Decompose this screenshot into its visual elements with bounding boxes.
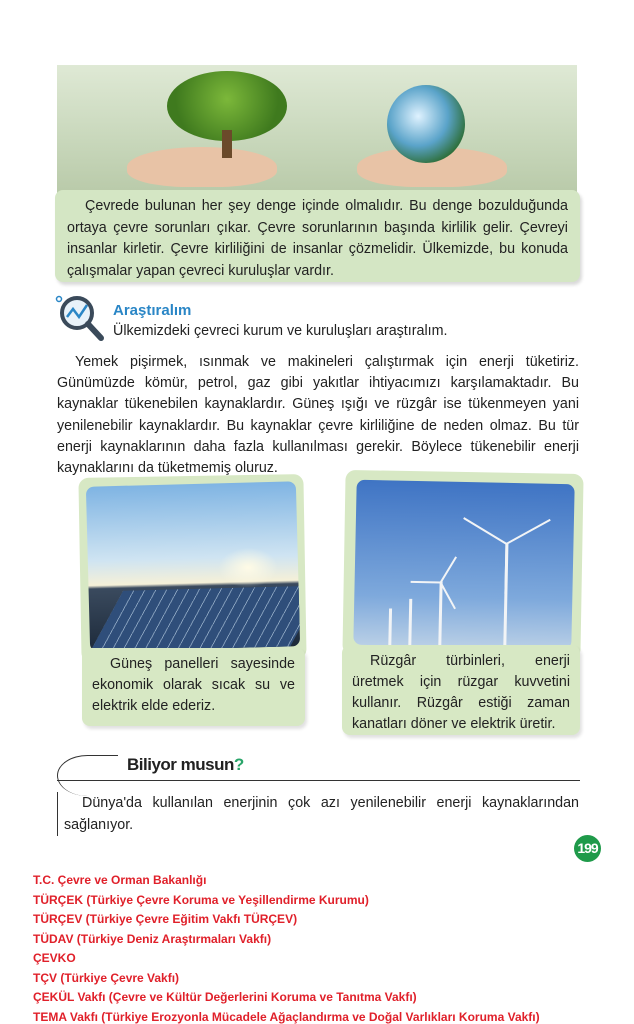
organization-item: ÇEVKO	[33, 951, 76, 965]
turbine	[388, 608, 392, 645]
solar-panels	[90, 586, 300, 652]
turbine-blade	[506, 519, 551, 545]
intro-text-box: Çevrede bulunan her şey denge içinde olmalıdır. Bu denge bozulduğunda ortaya çevre sorunları çıkar. Çevre sorunlarının başında kirlilik gelir. Çevreyi insanlar kirletir. Çevre kirliliğini de insanlar çözmelidir. Ülkemizde, bu konuda çalışmalar yapan çevreci kuruluşlar vardır.	[55, 190, 580, 282]
solar-panel-image	[86, 481, 300, 651]
turbine	[408, 599, 412, 646]
turbine-blade	[411, 581, 441, 584]
hands-tree-globe-image	[57, 65, 577, 197]
organization-item: TÜRÇEK (Türkiye Çevre Koruma ve Yeşillendirme Kurumu)	[33, 892, 369, 907]
did-you-know-text: Dünya'da kullanılan enerjinin çok azı yenilenebilir enerji kaynaklarından sağlanıyor.	[57, 792, 579, 836]
organization-item: T.C. Çevre ve Orman Bakanlığı	[33, 873, 207, 887]
wind-caption: Rüzgâr türbinleri, enerji üretmek için rüzgar kuvvetini kullanır. Rüzgâr estiği zaman kanatları döner ve elektrik üretir.	[342, 645, 580, 735]
main-paragraph: Yemek pişirmek, ısınmak ve makineleri çalıştırmak için enerji tüketiriz. Günümüzde kömür, petrol, gaz gibi yakıtlar ihtiyacımızı karşılamaktadır. Bu kaynaklar tükenebilen kaynaklardır. Güneş ışığı ve rüzgâr ise tükenmeyen yani yenilenebilir kaynaklardır. Bu kaynaklar çevre kirliliğine de neden olmaz. Bu tür enerji kaynaklarının daha fazla kullanılması gerekir. Böylece tükenebilir enerji kaynaklarını da tüketmemiş oluruz.	[57, 354, 579, 477]
turbine	[438, 581, 442, 646]
organization-item: TÜRÇEV (Türkiye Çevre Eğitim Vakfı TÜRÇEV)	[33, 912, 298, 926]
did-you-know-title	[127, 755, 244, 775]
organization-item: ÇEKÜL Vakfı (Çevre ve Kültür Değerlerini Koruma ve Tanıtma Vakfı)	[33, 990, 417, 1004]
hands-left	[127, 147, 277, 187]
page-number: 199	[574, 835, 601, 862]
research-title: Araştıralım	[113, 302, 192, 319]
sun-glow	[218, 547, 279, 589]
research-task: Ülkemizdeki çevreci kurum ve kuruluşları araştıralım.	[113, 323, 448, 339]
turbine-blade	[463, 517, 507, 545]
organization-list	[33, 871, 540, 1024]
solar-caption: Güneş panelleri sayesinde ekonomik olarak sıcak su ve elektrik elde ederiz.	[82, 648, 305, 726]
question-mark: ?	[233, 755, 244, 774]
wind-turbine-image	[353, 480, 574, 650]
organization-item: TEMA Vakfı (Türkiye Erozyonla Mücadele Ağaçlandırma ve Doğal Varlıkları Koruma Vakfı)	[33, 1009, 540, 1024]
magnifier-icon	[55, 293, 107, 341]
thinking-figure-icon	[57, 755, 118, 796]
did-you-know-header	[57, 740, 580, 781]
globe-icon	[387, 85, 465, 163]
organization-item: TÇV (Türkiye Çevre Vakfı)	[33, 970, 180, 985]
turbine-blade	[440, 556, 457, 583]
organization-item: TÜDAV (Türkiye Deniz Araştırmaları Vakfı)	[33, 931, 272, 946]
tree-trunk	[222, 130, 232, 158]
did-you-know-title-text: Biliyor musun	[127, 755, 234, 774]
